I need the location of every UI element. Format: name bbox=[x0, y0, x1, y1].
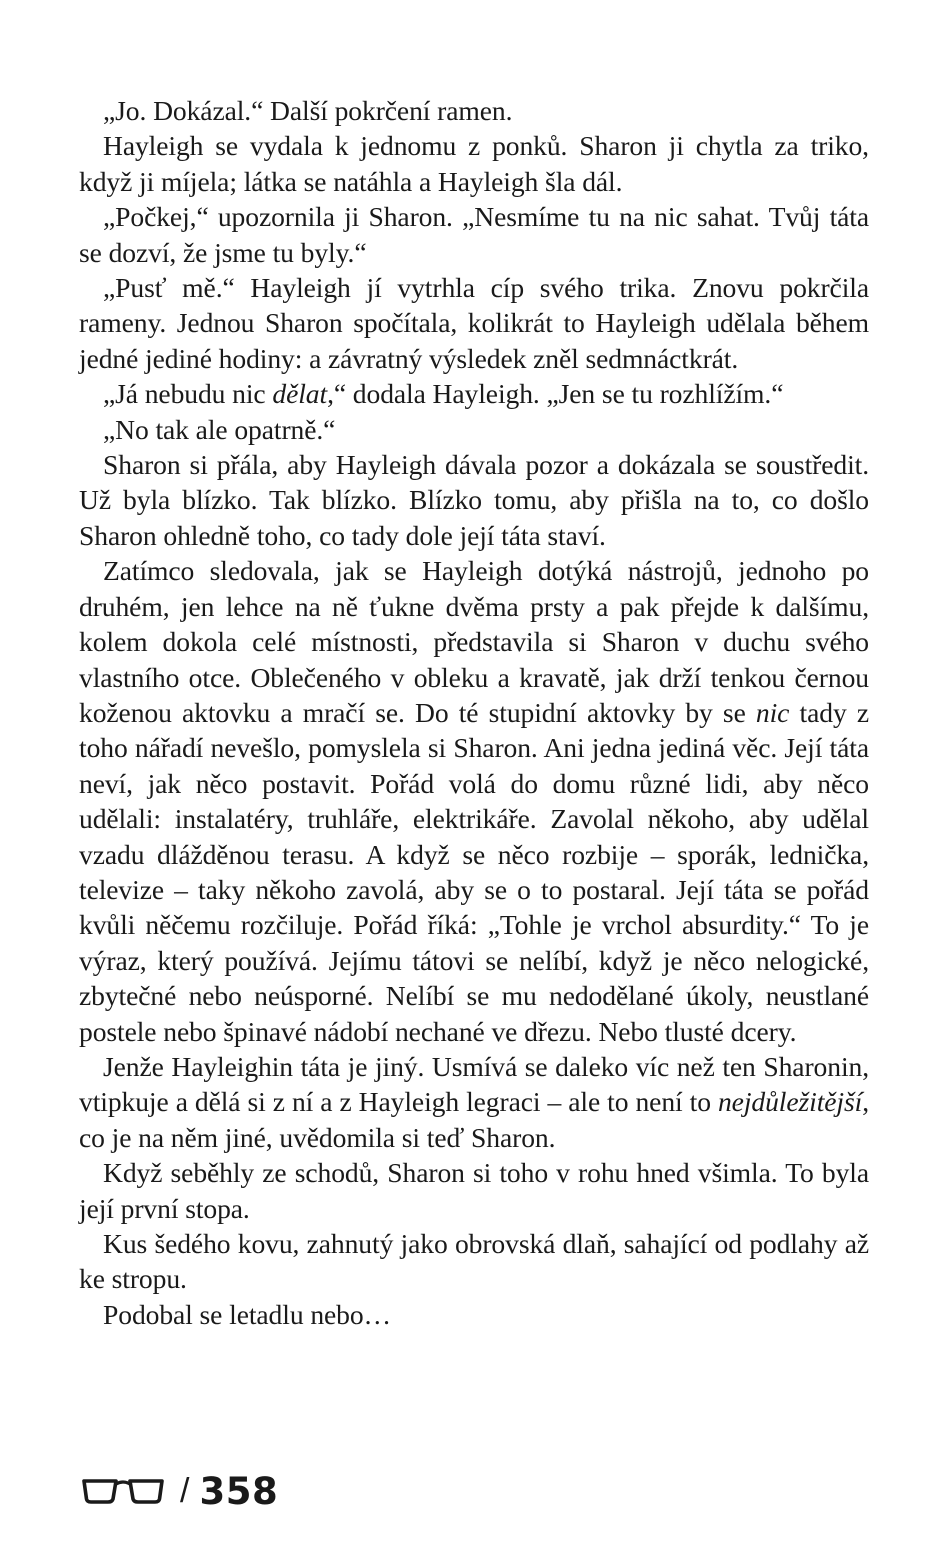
paragraph-text: Když seběhly ze schodů, Sharon si toho v rohu hned všimla. To byla její první stopa. bbox=[79, 1157, 869, 1224]
paragraph bbox=[79, 447, 869, 553]
paragraph-text: Hayleigh se vydala k jednomu z ponků. Sharon ji chytla za triko, když ji míjela; látka se natáhla a Hayleigh šla dál. bbox=[79, 130, 869, 197]
paragraph-text: „Jo. Dokázal.“ Další pokrčení ramen. bbox=[103, 95, 513, 126]
paragraph-text: ,“ dodala Hayleigh. „Jen se tu rozhlížím.“ bbox=[327, 378, 784, 410]
page-number-separator: / bbox=[180, 1471, 190, 1510]
paragraph bbox=[79, 128, 869, 199]
paragraph-text: Jenže Hayleighin táta je jiný. Usmívá se daleko víc než ten Sharonin, vtipkuje a dělá si z ní a z Hayleigh legraci – ale to není to bbox=[79, 1050, 869, 1118]
paragraph bbox=[79, 376, 869, 411]
paragraph-text: „Pusť mě.“ Hayleigh jí vytrhla cíp svého trika. Znovu pokrčila rameny. Jednou Sharon spočítala, kolikrát to Hayleigh udělala během jedné jediné hodiny: a závratný výsledek zněl sedmnáctkrát. bbox=[79, 272, 869, 374]
paragraph-text: Sharon si přála, aby Hayleigh dávala pozor a dokázala se soustředit. Už byla blízko. Tak blízko. Blízko tomu, aby přišla na to, co došlo Sharon ohledně toho, co tady dole její táta staví. bbox=[79, 449, 869, 551]
paragraph-text: tady z toho nářadí nevešlo, pomyslela si Sharon. Ani jedna jediná věc. Její táta neví, jak něco postavit. Pořád volá do domu různé lidi, aby něco udělali: instalatéry, truhláře, elektrikáře. Zavolal někoho, aby udělal vzadu dlážděnou terasu. A když se něco rozbije – sporák, lednička, televize – taky někoho zavolá, aby se o to postaral. Její táta se pořád kvůli něčemu rozčiluje. Pořád říká: „Tohle je vrchol absurdity.“ To je výraz, který používá. Jejímu tátovi se nelíbí, když je něco nelogické, zbytečné nebo neúsporné. Nelíbí se mu nedodělané úkoly, neustlané postele nebo špinavé nádobí nechané ve dřezu. Nebo tlusté dcery. bbox=[79, 696, 869, 1047]
paragraph bbox=[79, 1049, 869, 1155]
paragraph bbox=[79, 270, 869, 376]
page-number: 358 bbox=[199, 1469, 279, 1513]
paragraph-text: „No tak ale opatrně.“ bbox=[103, 413, 336, 445]
paragraph-text: , co je na něm jiné, uvědomila si teď Sharon. bbox=[79, 1086, 869, 1153]
paragraph bbox=[79, 93, 869, 128]
book-page-text bbox=[79, 93, 869, 1332]
paragraph-text: „Já nebudu nic bbox=[103, 378, 273, 410]
paragraph bbox=[79, 412, 869, 447]
page-footer bbox=[82, 1466, 278, 1516]
paragraph-text: Zatímco sledovala, jak se Hayleigh dotýká nástrojů, jednoho po druhém, jen lehce na ně ťukne dvěma prsty a pak přejde k dalšímu, kolem dokola celé místnosti, představila si Sharon v duchu svého vlastního otce. Oblečeného v obleku a kravatě, jak drží tenkou černou koženou aktovku a mračí se. Do té stupidní aktovky by se bbox=[79, 555, 869, 728]
paragraph bbox=[79, 553, 869, 1049]
italic-emphasis: nejdůležitější bbox=[717, 1086, 863, 1118]
italic-emphasis: nic bbox=[755, 696, 790, 728]
paragraph bbox=[79, 1297, 869, 1332]
paragraph-text: „Počkej,“ upozornila ji Sharon. „Nesmíme tu na nic sahat. Tvůj táta se dozví, že jsme tu byly.“ bbox=[79, 201, 869, 268]
paragraph-text: Podobal se letadlu nebo… bbox=[103, 1298, 392, 1330]
paragraph bbox=[79, 1155, 869, 1226]
paragraph bbox=[79, 199, 869, 270]
glasses-icon bbox=[82, 1477, 164, 1505]
paragraph bbox=[79, 1226, 869, 1297]
paragraph-text: Kus šedého kovu, zahnutý jako obrovská dlaň, sahající od podlahy až ke stropu. bbox=[79, 1228, 869, 1295]
italic-emphasis: dělat bbox=[272, 378, 328, 410]
